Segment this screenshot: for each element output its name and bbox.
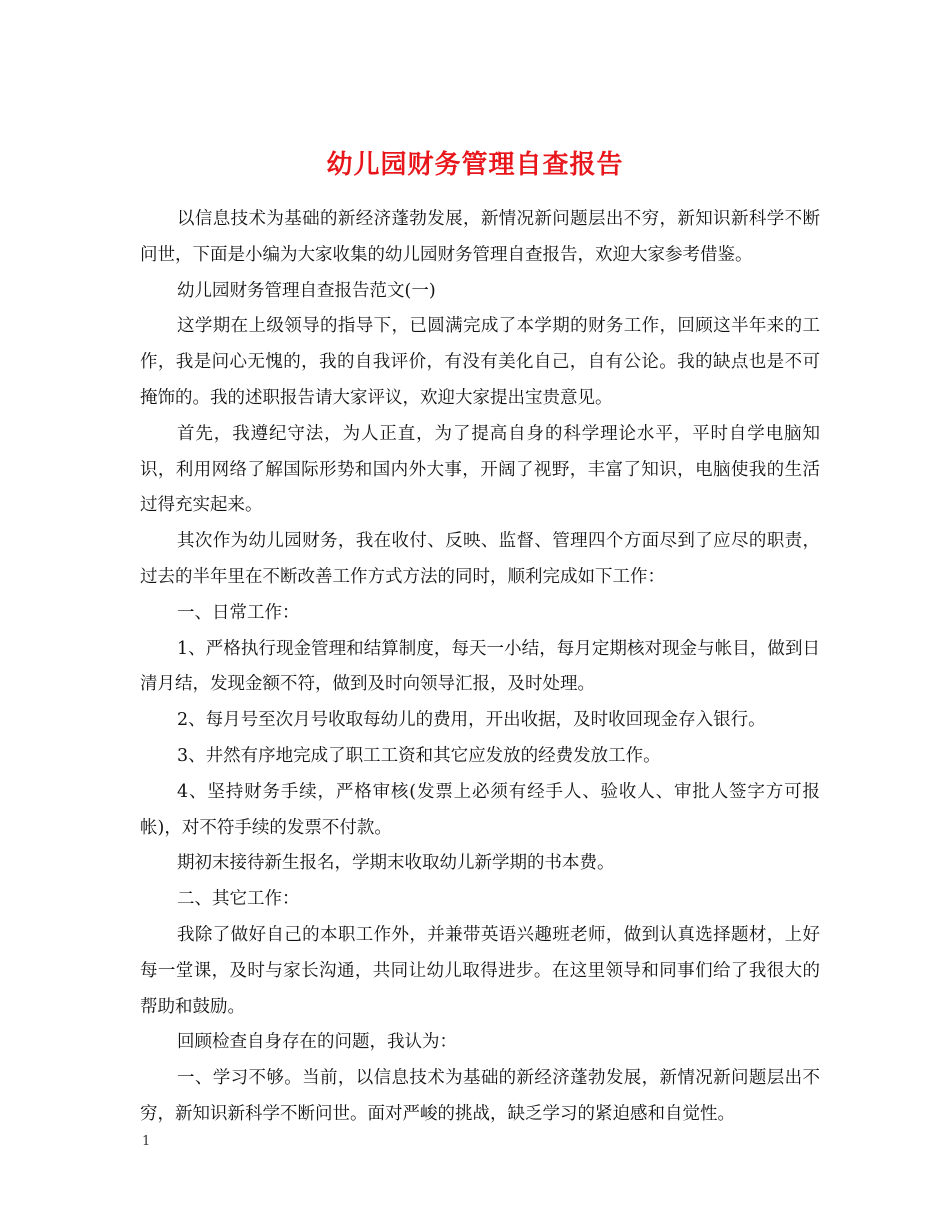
paragraph-item-1: 1、严格执行现金管理和结算制度，每天一小结，每月定期核对现金与帐目，做到日清月结，发现金额不符，做到及时向领导汇报，及时处理。 (140, 638, 820, 695)
paragraph-other-work-heading: 二、其它工作： (177, 889, 300, 910)
document-title: 幼儿园财务管理自查报告 (326, 150, 624, 181)
paragraph-term-start: 期初末接待新生报名，学期末收取幼儿新学期的书本费。 (177, 853, 615, 874)
paragraph-review: 这学期在上级领导的指导下，已圆满完成了本学期的财务工作，回顾这半年来的工作，我是问心无愧的，我的自我评价，有没有美化自己，自有公论。我的缺点也是不可掩饰的。我的述职报告请大家评议，欢迎大家提出宝贵意见。 (140, 316, 820, 408)
document-body (140, 202, 820, 1133)
paragraph-section-heading: 幼儿园财务管理自查报告范文(一) (177, 280, 436, 301)
paragraph-other-work: 我除了做好自己的本职工作外，并兼带英语兴趣班老师，做到认真选择题材，上好每一堂课，及时与家长沟通，共同让幼儿取得进步。在这里领导和同事们给了我很大的帮助和鼓励。 (140, 924, 820, 1017)
paragraph-item-3: 3、井然有序地完成了职工工资和其它应发放的经费发放工作。 (177, 745, 661, 766)
paragraph-first: 首先，我遵纪守法，为人正直，为了提高自身的科学理论水平，平时自学电脑知识，利用网络了解国际形势和国内外大事，开阔了视野，丰富了知识，电脑使我的生活过得充实起来。 (140, 423, 820, 516)
paragraph-second: 其次作为幼儿园财务，我在收付、反映、监督、管理四个方面尽到了应尽的职责，过去的半年里在不断改善工作方式方法的同时，顺利完成如下工作： (140, 531, 820, 587)
paragraph-daily-work-heading: 一、日常工作： (177, 602, 300, 623)
paragraph-problems-intro: 回顾检查自身存在的问题，我认为： (177, 1032, 457, 1053)
paragraph-item-4: 4、坚持财务手续，严格审核(发票上必须有经手人、验收人、审批人签字方可报帐)，对不符手续的发票不付款。 (140, 781, 820, 838)
page-number: 1 (142, 1134, 151, 1149)
paragraph-intro: 以信息技术为基础的新经济蓬勃发展，新情况新问题层出不穷，新知识新科学不断问世，下面是小编为大家收集的幼儿园财务管理自查报告，欢迎大家参考借鉴。 (140, 209, 820, 265)
paragraph-problem-1: 一、学习不够。当前，以信息技术为基础的新经济蓬勃发展，新情况新问题层出不穷，新知识新科学不断问世。面对严峻的挑战，缺乏学习的紧迫感和自觉性。 (140, 1068, 820, 1124)
paragraph-item-2: 2、每月号至次月号收取每幼儿的费用，开出收据，及时收回现金存入银行。 (177, 710, 766, 731)
